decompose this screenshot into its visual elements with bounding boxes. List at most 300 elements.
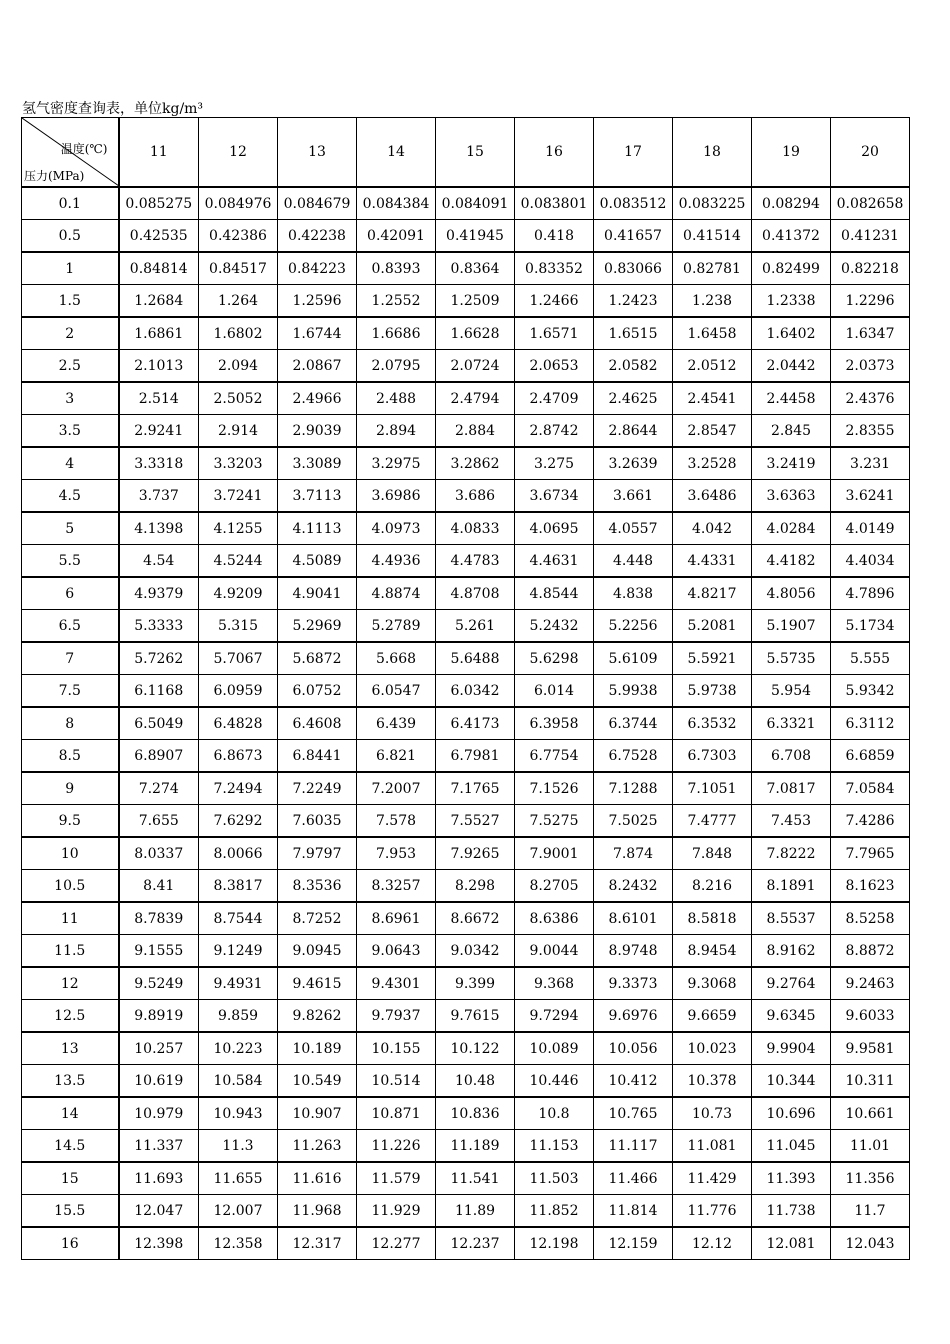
density-cell: 10.836 [436, 1097, 515, 1130]
density-cell: 0.41372 [752, 220, 831, 253]
density-cell: 3.6486 [673, 480, 752, 513]
temperature-header-cell: 16 [515, 118, 594, 188]
density-cell: 11.503 [515, 1162, 594, 1195]
density-cell: 10.48 [436, 1065, 515, 1098]
density-cell: 11.738 [752, 1195, 831, 1228]
pressure-cell: 10.5 [22, 870, 119, 903]
density-cell: 12.317 [278, 1227, 357, 1260]
density-cell: 6.7303 [673, 740, 752, 773]
pressure-cell: 2.5 [22, 350, 119, 383]
temperature-header-cell: 19 [752, 118, 831, 188]
table-row [22, 317, 910, 350]
density-cell: 7.5025 [594, 805, 673, 838]
density-cell: 8.3257 [357, 870, 436, 903]
density-cell: 10.089 [515, 1032, 594, 1065]
density-cell: 2.4458 [752, 382, 831, 415]
density-cell: 9.859 [199, 1000, 278, 1033]
density-cell: 0.083801 [515, 187, 594, 220]
pressure-cell: 6 [22, 577, 119, 610]
density-cell: 2.8742 [515, 415, 594, 448]
density-cell: 0.42386 [199, 220, 278, 253]
density-cell: 9.7615 [436, 1000, 515, 1033]
density-cell: 3.6734 [515, 480, 594, 513]
density-cell: 6.0959 [199, 675, 278, 708]
table-row [22, 1162, 910, 1195]
density-cell: 2.9241 [119, 415, 199, 448]
density-cell: 11.226 [357, 1130, 436, 1163]
pressure-cell: 4.5 [22, 480, 119, 513]
density-cell: 3.6986 [357, 480, 436, 513]
density-cell: 4.4783 [436, 545, 515, 578]
pressure-cell: 8.5 [22, 740, 119, 773]
density-cell: 10.155 [357, 1032, 436, 1065]
density-cell: 9.4615 [278, 967, 357, 1000]
density-cell: 3.231 [831, 447, 910, 480]
pressure-cell: 13.5 [22, 1065, 119, 1098]
density-cell: 9.8919 [119, 1000, 199, 1033]
density-cell: 7.5527 [436, 805, 515, 838]
table-row [22, 870, 910, 903]
table-row [22, 1065, 910, 1098]
density-cell: 10.446 [515, 1065, 594, 1098]
table-row [22, 1032, 910, 1065]
density-cell: 5.315 [199, 610, 278, 643]
density-cell: 0.83352 [515, 252, 594, 285]
density-cell: 1.238 [673, 285, 752, 318]
density-cell: 11.3 [199, 1130, 278, 1163]
density-cell: 0.42091 [357, 220, 436, 253]
density-cell: 8.2705 [515, 870, 594, 903]
density-cell: 11.776 [673, 1195, 752, 1228]
density-cell: 12.12 [673, 1227, 752, 1260]
density-cell: 8.5258 [831, 902, 910, 935]
density-cell: 0.084384 [357, 187, 436, 220]
density-cell: 8.7252 [278, 902, 357, 935]
density-cell: 6.4173 [436, 707, 515, 740]
density-cell: 5.668 [357, 642, 436, 675]
density-cell: 7.0817 [752, 772, 831, 805]
table-row [22, 1130, 910, 1163]
density-cell: 12.398 [119, 1227, 199, 1260]
density-cell: 1.2684 [119, 285, 199, 318]
density-cell: 10.223 [199, 1032, 278, 1065]
density-cell: 7.9001 [515, 837, 594, 870]
density-cell: 8.2432 [594, 870, 673, 903]
density-cell: 4.838 [594, 577, 673, 610]
density-cell: 1.2338 [752, 285, 831, 318]
density-cell: 10.257 [119, 1032, 199, 1065]
density-cell: 10.514 [357, 1065, 436, 1098]
density-cell: 6.821 [357, 740, 436, 773]
density-cell: 3.3318 [119, 447, 199, 480]
density-cell: 4.0695 [515, 512, 594, 545]
pressure-cell: 11 [22, 902, 119, 935]
density-cell: 1.6571 [515, 317, 594, 350]
table-row [22, 805, 910, 838]
density-cell: 6.3112 [831, 707, 910, 740]
density-cell: 2.894 [357, 415, 436, 448]
density-cell: 9.2764 [752, 967, 831, 1000]
density-cell: 5.7067 [199, 642, 278, 675]
density-cell: 2.4625 [594, 382, 673, 415]
density-cell: 2.094 [199, 350, 278, 383]
density-cell: 5.1734 [831, 610, 910, 643]
density-cell: 5.9738 [673, 675, 752, 708]
density-cell: 6.0547 [357, 675, 436, 708]
density-cell: 7.578 [357, 805, 436, 838]
density-cell: 7.1051 [673, 772, 752, 805]
density-cell: 10.378 [673, 1065, 752, 1098]
density-cell: 0.083225 [673, 187, 752, 220]
density-cell: 10.696 [752, 1097, 831, 1130]
density-cell: 3.3089 [278, 447, 357, 480]
pressure-cell: 1.5 [22, 285, 119, 318]
density-cell: 5.6488 [436, 642, 515, 675]
pressure-cell: 0.5 [22, 220, 119, 253]
density-cell: 4.4182 [752, 545, 831, 578]
density-cell: 4.5089 [278, 545, 357, 578]
density-cell: 11.189 [436, 1130, 515, 1163]
density-cell: 8.5537 [752, 902, 831, 935]
density-cell: 7.1288 [594, 772, 673, 805]
density-cell: 10.122 [436, 1032, 515, 1065]
density-cell: 0.83066 [594, 252, 673, 285]
density-cell: 0.083512 [594, 187, 673, 220]
density-cell: 10.056 [594, 1032, 673, 1065]
density-cell: 0.42238 [278, 220, 357, 253]
density-cell: 4.0833 [436, 512, 515, 545]
density-cell: 3.737 [119, 480, 199, 513]
density-cell: 0.41514 [673, 220, 752, 253]
density-cell: 8.0066 [199, 837, 278, 870]
density-cell: 2.4966 [278, 382, 357, 415]
density-cell: 1.6744 [278, 317, 357, 350]
density-cell: 7.1765 [436, 772, 515, 805]
density-cell: 10.73 [673, 1097, 752, 1130]
density-cell: 7.1526 [515, 772, 594, 805]
density-cell: 7.2007 [357, 772, 436, 805]
pressure-cell: 11.5 [22, 935, 119, 968]
pressure-cell: 5 [22, 512, 119, 545]
density-cell: 5.2969 [278, 610, 357, 643]
density-cell: 5.6872 [278, 642, 357, 675]
density-cell: 12.081 [752, 1227, 831, 1260]
density-cell: 7.2494 [199, 772, 278, 805]
density-cell: 3.661 [594, 480, 673, 513]
density-cell: 12.237 [436, 1227, 515, 1260]
density-cell: 11.89 [436, 1195, 515, 1228]
density-cell: 9.7937 [357, 1000, 436, 1033]
pressure-cell: 15 [22, 1162, 119, 1195]
density-cell: 4.4936 [357, 545, 436, 578]
density-cell: 6.8907 [119, 740, 199, 773]
density-cell: 8.216 [673, 870, 752, 903]
density-cell: 3.2528 [673, 447, 752, 480]
density-cell: 2.9039 [278, 415, 357, 448]
density-cell: 6.8673 [199, 740, 278, 773]
table-row [22, 382, 910, 415]
density-cell: 12.198 [515, 1227, 594, 1260]
temperature-header-cell: 11 [119, 118, 199, 188]
density-cell: 7.274 [119, 772, 199, 805]
temperature-header-cell: 20 [831, 118, 910, 188]
density-cell: 5.2256 [594, 610, 673, 643]
density-cell: 4.0973 [357, 512, 436, 545]
density-cell: 9.6345 [752, 1000, 831, 1033]
density-cell: 1.6628 [436, 317, 515, 350]
density-cell: 8.6101 [594, 902, 673, 935]
density-cell: 6.4828 [199, 707, 278, 740]
density-cell: 4.8056 [752, 577, 831, 610]
density-cell: 3.7113 [278, 480, 357, 513]
density-cell: 10.871 [357, 1097, 436, 1130]
density-cell: 12.159 [594, 1227, 673, 1260]
density-cell: 2.8547 [673, 415, 752, 448]
density-cell: 5.261 [436, 610, 515, 643]
density-cell: 3.275 [515, 447, 594, 480]
density-cell: 5.5735 [752, 642, 831, 675]
density-cell: 8.6961 [357, 902, 436, 935]
density-cell: 11.616 [278, 1162, 357, 1195]
density-cell: 11.117 [594, 1130, 673, 1163]
table-row [22, 1195, 910, 1228]
density-cell: 8.7544 [199, 902, 278, 935]
density-cell: 11.655 [199, 1162, 278, 1195]
density-cell: 7.848 [673, 837, 752, 870]
density-cell: 10.765 [594, 1097, 673, 1130]
density-cell: 2.4794 [436, 382, 515, 415]
table-header-row [22, 118, 910, 188]
density-cell: 5.6109 [594, 642, 673, 675]
density-cell: 7.6035 [278, 805, 357, 838]
table-row [22, 935, 910, 968]
density-cell: 1.2509 [436, 285, 515, 318]
density-cell: 11.356 [831, 1162, 910, 1195]
density-cell: 11.153 [515, 1130, 594, 1163]
density-cell: 8.41 [119, 870, 199, 903]
density-cell: 1.6402 [752, 317, 831, 350]
density-cell: 0.082658 [831, 187, 910, 220]
temperature-header-cell: 14 [357, 118, 436, 188]
density-cell: 0.84814 [119, 252, 199, 285]
pressure-axis-label: 压力(MPa) [24, 169, 85, 183]
density-cell: 4.9379 [119, 577, 199, 610]
density-cell: 5.2789 [357, 610, 436, 643]
pressure-cell: 7 [22, 642, 119, 675]
density-cell: 4.0284 [752, 512, 831, 545]
density-cell: 11.814 [594, 1195, 673, 1228]
density-cell: 9.4301 [357, 967, 436, 1000]
pressure-cell: 12 [22, 967, 119, 1000]
density-cell: 8.3817 [199, 870, 278, 903]
density-cell: 11.852 [515, 1195, 594, 1228]
density-cell: 4.9041 [278, 577, 357, 610]
density-cell: 6.7754 [515, 740, 594, 773]
density-cell: 6.708 [752, 740, 831, 773]
density-cell: 9.5249 [119, 967, 199, 1000]
density-cell: 5.2432 [515, 610, 594, 643]
density-cell: 6.6859 [831, 740, 910, 773]
pressure-cell: 3 [22, 382, 119, 415]
density-cell: 9.0643 [357, 935, 436, 968]
density-cell: 9.0945 [278, 935, 357, 968]
density-cell: 9.368 [515, 967, 594, 1000]
pressure-cell: 0.1 [22, 187, 119, 220]
pressure-cell: 16 [22, 1227, 119, 1260]
density-cell: 9.9581 [831, 1032, 910, 1065]
temperature-header-cell: 13 [278, 118, 357, 188]
density-cell: 7.5275 [515, 805, 594, 838]
page-title: 氢气密度查询表，单位kg/m³ [22, 101, 204, 117]
table-row [22, 642, 910, 675]
table-row [22, 967, 910, 1000]
density-cell: 11.429 [673, 1162, 752, 1195]
density-cell: 6.4608 [278, 707, 357, 740]
density-cell: 0.418 [515, 220, 594, 253]
pressure-cell: 15.5 [22, 1195, 119, 1228]
density-cell: 3.7241 [199, 480, 278, 513]
density-cell: 1.2466 [515, 285, 594, 318]
density-cell: 4.8708 [436, 577, 515, 610]
density-cell: 2.0653 [515, 350, 594, 383]
pressure-cell: 9.5 [22, 805, 119, 838]
density-cell: 5.5921 [673, 642, 752, 675]
density-cell: 11.968 [278, 1195, 357, 1228]
density-cell: 1.6686 [357, 317, 436, 350]
density-cell: 4.5244 [199, 545, 278, 578]
density-cell: 2.8355 [831, 415, 910, 448]
density-cell: 6.8441 [278, 740, 357, 773]
density-cell: 0.84223 [278, 252, 357, 285]
density-cell: 9.6033 [831, 1000, 910, 1033]
density-cell: 12.043 [831, 1227, 910, 1260]
density-cell: 0.084091 [436, 187, 515, 220]
density-cell: 5.1907 [752, 610, 831, 643]
density-cell: 6.3532 [673, 707, 752, 740]
density-cell: 9.7294 [515, 1000, 594, 1033]
density-cell: 2.884 [436, 415, 515, 448]
density-cell: 9.1555 [119, 935, 199, 968]
density-cell: 1.6861 [119, 317, 199, 350]
density-cell: 0.82218 [831, 252, 910, 285]
density-cell: 12.358 [199, 1227, 278, 1260]
density-cell: 3.6241 [831, 480, 910, 513]
density-cell: 5.954 [752, 675, 831, 708]
table-row [22, 220, 910, 253]
density-cell: 2.4541 [673, 382, 752, 415]
density-cell: 2.4709 [515, 382, 594, 415]
density-cell: 5.555 [831, 642, 910, 675]
density-cell: 8.298 [436, 870, 515, 903]
density-cell: 11.337 [119, 1130, 199, 1163]
density-cell: 7.9265 [436, 837, 515, 870]
density-cell: 6.1168 [119, 675, 199, 708]
density-cell: 5.7262 [119, 642, 199, 675]
table-row [22, 707, 910, 740]
table-row [22, 1000, 910, 1033]
density-cell: 0.084976 [199, 187, 278, 220]
table-row [22, 545, 910, 578]
table-row [22, 837, 910, 870]
pressure-cell: 14 [22, 1097, 119, 1130]
density-cell: 2.845 [752, 415, 831, 448]
table-row [22, 1097, 910, 1130]
density-cell: 11.081 [673, 1130, 752, 1163]
density-cell: 1.6458 [673, 317, 752, 350]
density-cell: 9.8262 [278, 1000, 357, 1033]
pressure-cell: 7.5 [22, 675, 119, 708]
density-cell: 7.4777 [673, 805, 752, 838]
temperature-header-cell: 17 [594, 118, 673, 188]
density-cell: 10.661 [831, 1097, 910, 1130]
temperature-header-cell: 12 [199, 118, 278, 188]
density-cell: 11.393 [752, 1162, 831, 1195]
density-cell: 0.8364 [436, 252, 515, 285]
density-cell: 9.399 [436, 967, 515, 1000]
density-cell: 4.4034 [831, 545, 910, 578]
table-row [22, 350, 910, 383]
table-row [22, 285, 910, 318]
density-cell: 9.1249 [199, 935, 278, 968]
pressure-cell: 14.5 [22, 1130, 119, 1163]
table-row [22, 740, 910, 773]
table-row [22, 187, 910, 220]
density-cell: 7.953 [357, 837, 436, 870]
density-cell: 8.5818 [673, 902, 752, 935]
density-cell: 6.7528 [594, 740, 673, 773]
density-cell: 6.3958 [515, 707, 594, 740]
density-cell: 3.2862 [436, 447, 515, 480]
density-cell: 6.5049 [119, 707, 199, 740]
density-cell: 0.82781 [673, 252, 752, 285]
temperature-axis-label: 温度(℃) [60, 142, 108, 156]
table-row [22, 252, 910, 285]
density-cell: 2.1013 [119, 350, 199, 383]
density-cell: 1.6802 [199, 317, 278, 350]
density-cell: 11.929 [357, 1195, 436, 1228]
density-cell: 7.9797 [278, 837, 357, 870]
density-cell: 7.4286 [831, 805, 910, 838]
density-cell: 6.3744 [594, 707, 673, 740]
density-cell: 7.655 [119, 805, 199, 838]
density-cell: 2.0582 [594, 350, 673, 383]
density-cell: 6.0342 [436, 675, 515, 708]
density-cell: 10.619 [119, 1065, 199, 1098]
density-cell: 0.41945 [436, 220, 515, 253]
density-cell: 8.9454 [673, 935, 752, 968]
density-cell: 0.42535 [119, 220, 199, 253]
density-cell: 9.3373 [594, 967, 673, 1000]
density-cell: 1.264 [199, 285, 278, 318]
density-cell: 9.2463 [831, 967, 910, 1000]
density-cell: 8.6386 [515, 902, 594, 935]
density-cell: 2.0512 [673, 350, 752, 383]
density-cell: 10.584 [199, 1065, 278, 1098]
density-cell: 4.8217 [673, 577, 752, 610]
density-cell: 3.2419 [752, 447, 831, 480]
table-row [22, 610, 910, 643]
density-cell: 2.5052 [199, 382, 278, 415]
table-row [22, 577, 910, 610]
density-cell: 6.0752 [278, 675, 357, 708]
density-cell: 7.6292 [199, 805, 278, 838]
density-cell: 7.2249 [278, 772, 357, 805]
density-cell: 1.6347 [831, 317, 910, 350]
density-cell: 4.54 [119, 545, 199, 578]
density-cell: 4.4631 [515, 545, 594, 578]
density-cell: 2.0867 [278, 350, 357, 383]
table-row [22, 415, 910, 448]
